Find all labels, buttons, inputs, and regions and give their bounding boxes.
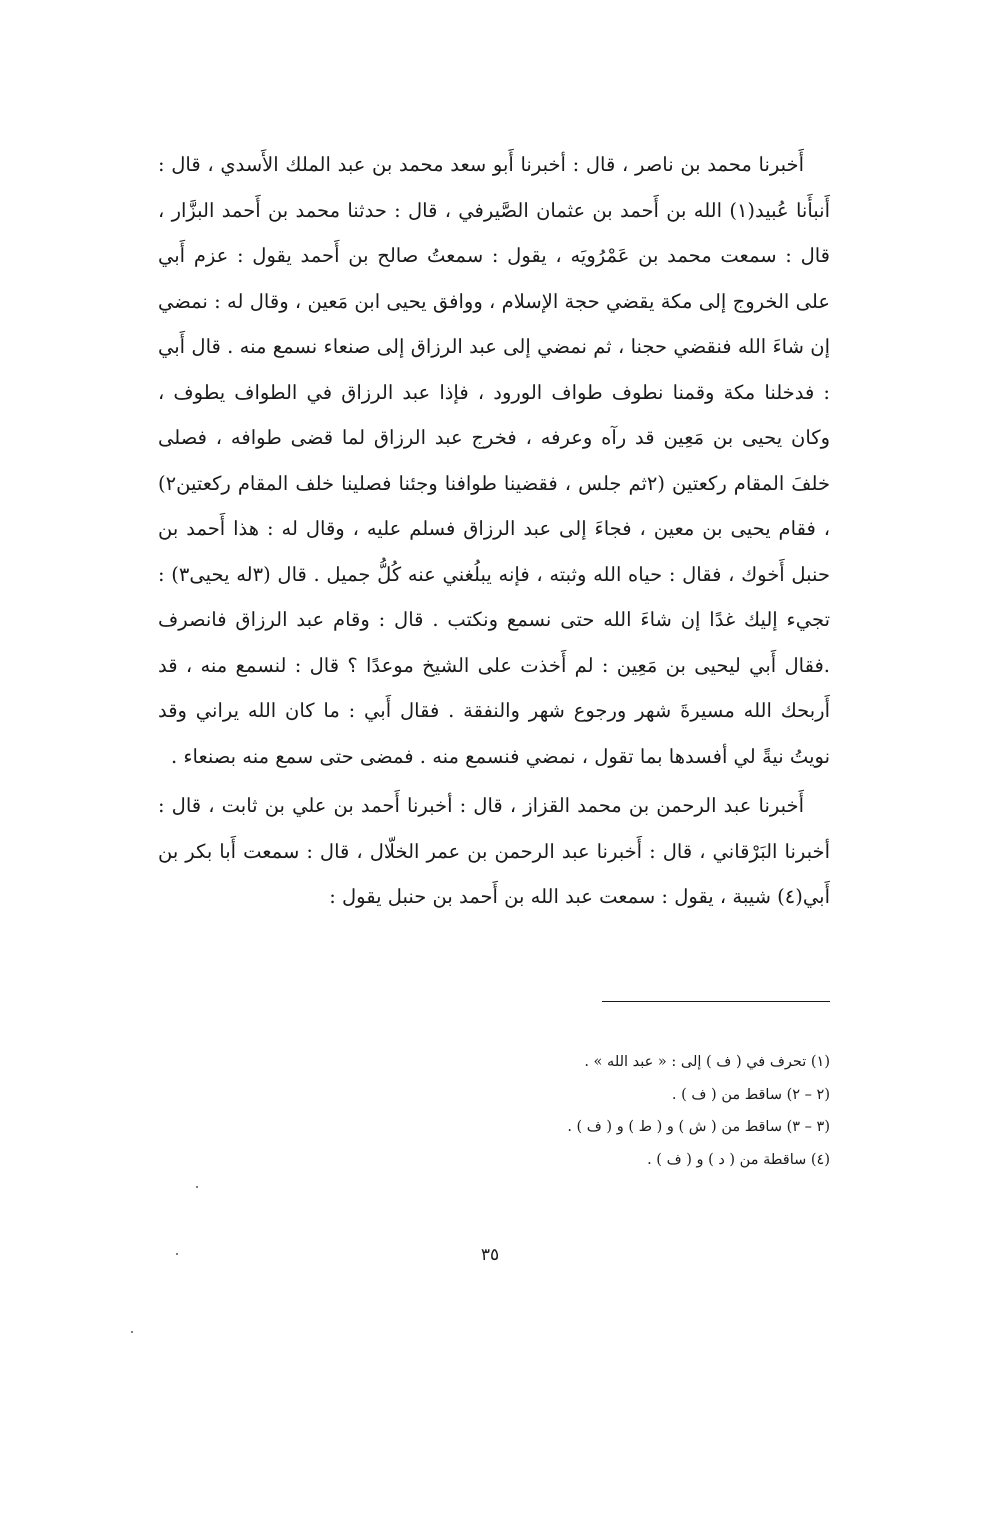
footnote-4: (٤) ساقطة من ( د ) و ( ف ) . <box>647 1151 830 1168</box>
footnote-separator-rule <box>602 1001 830 1002</box>
scan-speck <box>131 1331 133 1333</box>
scan-speck <box>196 1186 198 1188</box>
main-text <box>158 142 830 920</box>
page-number: ٣٥ <box>480 1245 500 1265</box>
scan-speck <box>176 1253 178 1255</box>
footnote-3: (٣ – ٣) ساقط من ( ش ) و ( ط ) و ( ف ) . <box>567 1119 830 1135</box>
paragraph-1: أَخبرنا محمد بن ناصر ، قال : أخبرنا أَبو سعد محمد بن عبد الملك الأَسدي ، قال : أَنبأَنا عُبيد(١) الله بن أَحمد بن عثمان الصَّيرفي ، قال : حدثنا محمد بن أَحمد البزَّار ، قال : سمعت محمد بن عَمْرُويَه ، يقول : سمعتُ صالح بن أَحمد يقول : عزم أَبي على الخروج إلى مكة يقضي حجة الإسلام ، ووافق يحيى ابن مَعين ، وقال له : نمضي إن شاءَ الله فنقضي حجنا ، ثم نمضي إلى عبد الرزاق إلى صنعاء نسمع منه . قال أَبي : فدخلنا مكة وقمنا نطوف طواف الورود ، فإذا عبد الرزاق في الطواف يطوف ، وكان يحيى بن مَعِين قد رآه وعرفه ، فخرج عبد الرزاق لما قضى طوافه ، فصلى خلفَ المقام ركعتين (٢ثم جلس ، فقضينا طوافنا وجئنا فصلينا خلف المقام ركعتين٢) ، فقام يحيى بن معين ، فجاءَ إلى عبد الرزاق فسلم عليه ، وقال له : هذا أَحمد بن حنبل أَخوك ، فقال : حياه الله وثبته ، فإنه يبلُغني عنه كُلُّ جميل . قال (٣له يحيى٣) : تجيء إليك غدًا إن شاءَ الله حتى نسمع ونكتب . قال : وقام عبد الرزاق فانصرف .فقال أَبي ليحيى بن مَعِين : لم أَخذت على الشيخ موعدًا ؟ قال : لنسمع منه ، قد أَربحك الله مسيرةَ شهر ورجوع شهر والنفقة . فقال أَبي : ما كان الله يراني وقد نويتُ نيةً لي أفسدها بما تقول ، نمضي فنسمع منه . فمضى حتى سمع منه بصنعاء . <box>158 153 830 768</box>
paragraph-2: أَخبرنا عبد الرحمن بن محمد القزاز ، قال : أخبرنا أَحمد بن علي بن ثابت ، قال : أخبرنا البَرْقاني ، قال : أَخبرنا عبد الرحمن بن عمر الخلّال ، قال : سمعت أَبا بكر بن أَبي(٤) شيبة ، يقول : سمعت عبد الله بن أَحمد بن حنبل يقول : <box>158 794 830 908</box>
footnotes <box>310 1046 830 1176</box>
footnote-1: (١) تحرف في ( ف ) إلى : « عبد الله » . <box>584 1054 830 1070</box>
footnote-2: (٢ – ٢) ساقط من ( ف ) . <box>671 1086 830 1103</box>
